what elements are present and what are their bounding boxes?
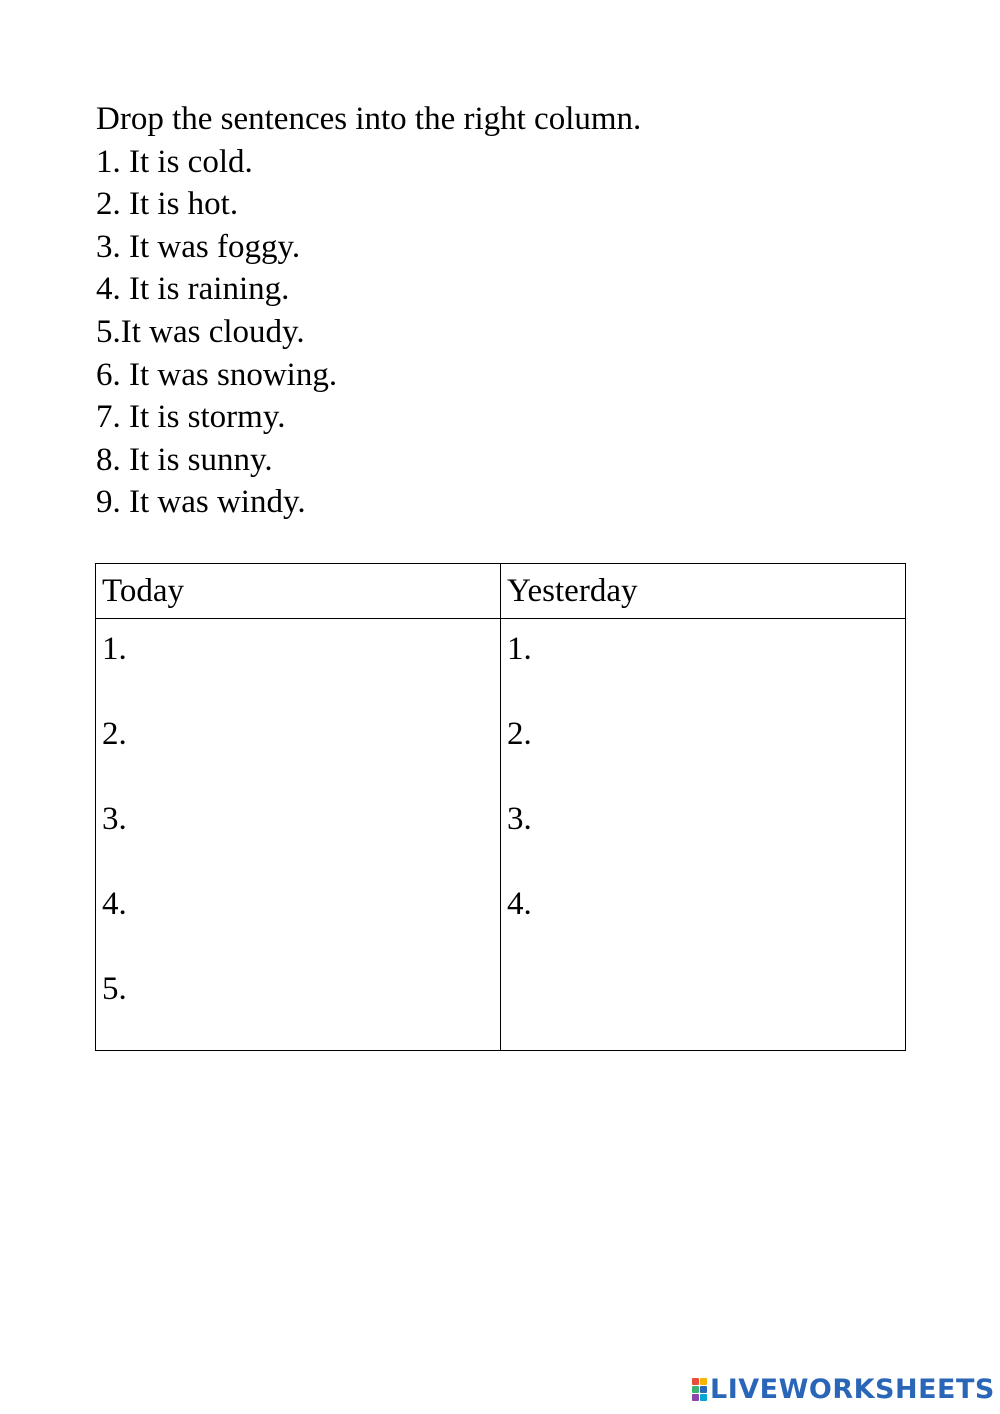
sentence-item[interactable]: 4. It is raining. — [96, 271, 290, 308]
logo-square — [692, 1378, 699, 1385]
yesterday-drop-slot[interactable]: 4. — [507, 886, 532, 922]
logo-square — [692, 1386, 699, 1393]
sentence-item[interactable]: 5.It was cloudy. — [96, 313, 305, 350]
yesterday-drop-slot[interactable]: 2. — [507, 716, 532, 752]
today-drop-slot[interactable]: 3. — [102, 801, 127, 837]
yesterday-column[interactable] — [501, 619, 906, 1051]
today-drop-slot[interactable]: 4. — [102, 886, 127, 922]
sentence-item[interactable]: 2. It is hot. — [96, 186, 239, 223]
yesterday-drop-slot[interactable]: 1. — [507, 631, 532, 667]
today-column[interactable] — [96, 619, 501, 1051]
instruction-text: Drop the sentences into the right column. — [96, 101, 642, 137]
sentence-item[interactable]: 7. It is stormy. — [96, 399, 286, 436]
yesterday-drop-slot[interactable]: 3. — [507, 801, 532, 837]
logo-square — [700, 1386, 707, 1393]
today-header: Today — [96, 564, 501, 619]
sentence-item[interactable]: 3. It was foggy. — [96, 228, 301, 265]
logo-square — [700, 1394, 707, 1401]
table-body-row — [96, 619, 906, 1051]
instructions-block — [96, 98, 641, 524]
yesterday-header: Yesterday — [501, 564, 906, 619]
today-drop-slot[interactable]: 5. — [102, 971, 127, 1007]
logo-square — [692, 1394, 699, 1401]
liveworksheets-logo — [692, 1374, 995, 1405]
sentence-item[interactable]: 8. It is sunny. — [96, 441, 273, 478]
sentence-item[interactable]: 1. It is cold. — [96, 143, 253, 180]
sentence-item[interactable]: 9. It was windy. — [96, 484, 306, 521]
table-header-row — [96, 564, 906, 619]
logo-text: LIVEWORKSHEETS — [710, 1374, 995, 1405]
today-drop-slot[interactable]: 2. — [102, 716, 127, 752]
sort-table — [95, 563, 906, 1051]
logo-mark-icon — [692, 1378, 707, 1401]
sentence-item[interactable]: 6. It was snowing. — [96, 356, 338, 393]
today-drop-slot[interactable]: 1. — [102, 631, 127, 667]
logo-square — [700, 1378, 707, 1385]
